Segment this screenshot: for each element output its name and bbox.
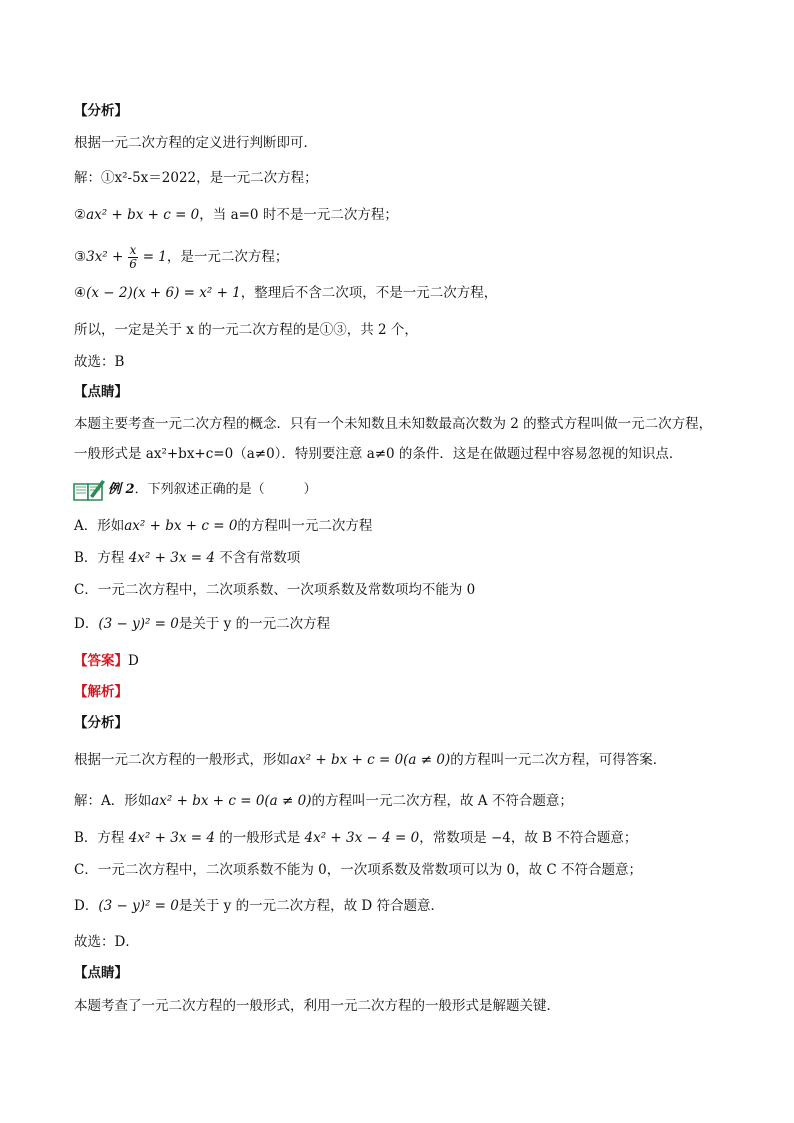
option-a-equation: ax² + bx + c = 0	[124, 518, 238, 534]
solution-b-equation-2: 4x² + 3x − 4 = 0	[304, 830, 420, 846]
option-b-prefix: B．方程	[74, 550, 129, 566]
intro-equation: ax² + bx + c = 0(a ≠ 0)	[290, 752, 451, 768]
intro-prefix: 根据一元二次方程的一般形式，形如	[74, 752, 290, 768]
solution-b-text: ，常数项是 −4，故 B 不符合题意；	[419, 830, 638, 846]
intro-text: 的方程叫一元二次方程，可得答案．	[450, 752, 667, 768]
example-number: 例 2	[108, 482, 135, 497]
solution-b-prefix: B．方程	[74, 830, 129, 846]
comment-line-2: 一般形式是 ax²+bx+c=0（a≠0）．特别要注意 a≠0 的条件．这是在做题过程中容易忽视的知识点．	[74, 446, 683, 462]
option-a	[74, 516, 372, 536]
solution-a	[74, 791, 573, 811]
solution-b-mid: 的一般形式是	[214, 830, 305, 846]
option-d-equation: (3 − y)² = 0	[98, 616, 179, 632]
solution-d-text: 是关于 y 的一元二次方程，故 D 符合题意．	[178, 898, 444, 914]
solution-line-4	[74, 283, 497, 303]
solution-a-equation: ax² + bx + c = 0(a ≠ 0)	[151, 793, 312, 809]
comment-line-1: 本题主要考查一元二次方程的概念．只有一个未知数且未知数最高次数为 2 的整式方程叫做一元二次方程，	[74, 416, 713, 432]
solution-text: ，是一元二次方程；	[166, 249, 289, 265]
example-book-icon	[72, 478, 106, 502]
comment2-text: 本题考查了一元二次方程的一般形式，利用一元二次方程的一般形式是解题关键．	[74, 998, 560, 1014]
solution-analysis-heading: 【分析】	[74, 715, 128, 731]
solution-a-prefix: 解：A．形如	[74, 793, 152, 809]
comment2-heading: 【点睛】	[74, 965, 128, 981]
solution-b-equation: 4x² + 3x = 4	[128, 830, 215, 846]
solution-b	[74, 828, 637, 848]
comment-heading: 【点睛】	[74, 384, 128, 400]
example-label	[108, 480, 317, 500]
solution-c: C．一元二次方程中，二次项系数不能为 0，一次项系数及常数项可以为 0，故 C 不符合题意；	[74, 862, 643, 878]
fraction-numerator: x	[129, 243, 137, 257]
example-question: ．下列叙述正确的是（ ）	[134, 482, 317, 497]
option-c: C．一元二次方程中，二次项系数、一次项系数及常数项均不能为 0	[74, 582, 476, 598]
fraction-denominator: 6	[129, 257, 137, 271]
summary-line: 所以，一定是关于 x 的一元二次方程的是①③，共 2 个，	[74, 322, 418, 338]
option-b	[74, 548, 300, 568]
analysis-heading: 【分析】	[74, 103, 128, 119]
answer-line	[74, 651, 139, 671]
circled-number: ②	[74, 207, 87, 223]
solution-intro	[74, 750, 666, 770]
option-a-prefix: A．形如	[74, 518, 125, 534]
circled-number: ④	[74, 285, 87, 301]
option-d-text: 是关于 y 的一元二次方程	[178, 616, 331, 632]
option-d-prefix: D．	[74, 616, 99, 632]
option-d	[74, 614, 330, 634]
solution-line-2	[74, 205, 398, 225]
fraction	[128, 244, 139, 271]
solution-d	[74, 896, 444, 916]
solution-line-1: 解：①x²-5x＝2022，是一元二次方程；	[74, 170, 318, 186]
solution-heading: 【解析】	[74, 684, 128, 700]
solution-a-text: 的方程叫一元二次方程，故 A 不符合题意；	[311, 793, 573, 809]
equation-part-a: 3x² +	[86, 249, 128, 265]
circled-number: ③	[74, 249, 87, 265]
answer-heading: 【答案】	[74, 653, 128, 669]
solution-text: ，整理后不含二次项，不是一元二次方程，	[240, 285, 498, 301]
choice-line: 故选：B	[74, 354, 125, 370]
option-a-text: 的方程叫一元二次方程	[237, 518, 373, 534]
solution-choice: 故选：D．	[74, 934, 139, 950]
equation: ax² + bx + c = 0	[86, 207, 200, 223]
solution-text: ，当 a=0 时不是一元二次方程；	[199, 207, 398, 223]
analysis-intro: 根据一元二次方程的定义进行判断即可．	[74, 135, 317, 151]
equation-part-b: = 1	[138, 249, 167, 265]
solution-d-equation: (3 − y)² = 0	[98, 898, 179, 914]
solution-line-3	[74, 242, 288, 272]
solution-d-prefix: D．	[74, 898, 99, 914]
equation: (x − 2)(x + 6) = x² + 1	[86, 285, 241, 301]
answer-value: D	[128, 653, 139, 669]
option-b-equation: 4x² + 3x = 4	[128, 550, 215, 566]
option-b-text: 不含有常数项	[214, 550, 301, 566]
